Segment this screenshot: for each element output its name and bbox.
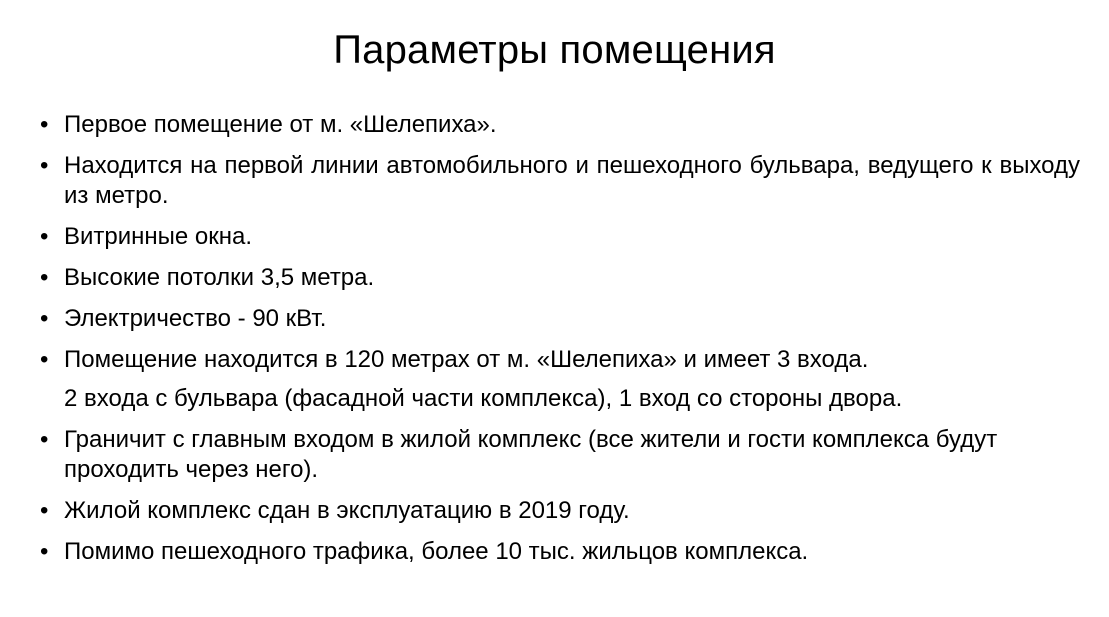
bullet-marker: • <box>40 111 49 138</box>
bullet-text: Находится на первой линии автомобильного и пешеходного бульвара, ведущего к выходу из метро. <box>64 152 1080 209</box>
bullet-item <box>40 151 1080 211</box>
bullet-text: Высокие потолки 3,5 метра. <box>64 264 375 291</box>
bullet-text: 2 входа с бульвара (фасадной части комплекса), 1 вход со стороны двора. <box>64 385 903 412</box>
bullet-text: Граничит с главным входом в жилой комплекс (все жители и гости комплекса будут проходить через него). <box>64 426 998 483</box>
bullet-text: Витринные окна. <box>64 223 253 250</box>
bullet-marker: • <box>40 426 49 453</box>
bullet-list <box>40 110 1080 578</box>
bullet-item <box>40 304 1080 334</box>
bullet-item <box>40 345 1080 375</box>
bullet-marker: • <box>40 223 49 250</box>
bullet-item <box>40 222 1080 252</box>
bullet-item <box>40 496 1080 526</box>
bullet-text: Первое помещение от м. «Шелепиха». <box>64 111 497 138</box>
bullet-item <box>40 263 1080 293</box>
bullet-text: Помимо пешеходного трафика, более 10 тыс. жильцов комплекса. <box>64 538 809 565</box>
bullet-marker: • <box>40 538 49 565</box>
bullet-marker: • <box>40 152 49 179</box>
bullet-text: Электричество - 90 кВт. <box>64 305 327 332</box>
bullet-marker: • <box>40 346 49 373</box>
bullet-text: Жилой комплекс сдан в эксплуатацию в 2019 году. <box>64 497 630 524</box>
bullet-marker: • <box>40 264 49 291</box>
continuation-line <box>40 384 1080 414</box>
bullet-marker: • <box>40 305 49 332</box>
bullet-item <box>40 537 1080 567</box>
bullet-item <box>40 110 1080 140</box>
bullet-text: Помещение находится в 120 метрах от м. «Шелепиха» и имеет 3 входа. <box>64 346 869 373</box>
bullet-marker: • <box>40 497 49 524</box>
slide-title: Параметры помещения <box>333 28 776 72</box>
bullet-item <box>40 425 1080 485</box>
